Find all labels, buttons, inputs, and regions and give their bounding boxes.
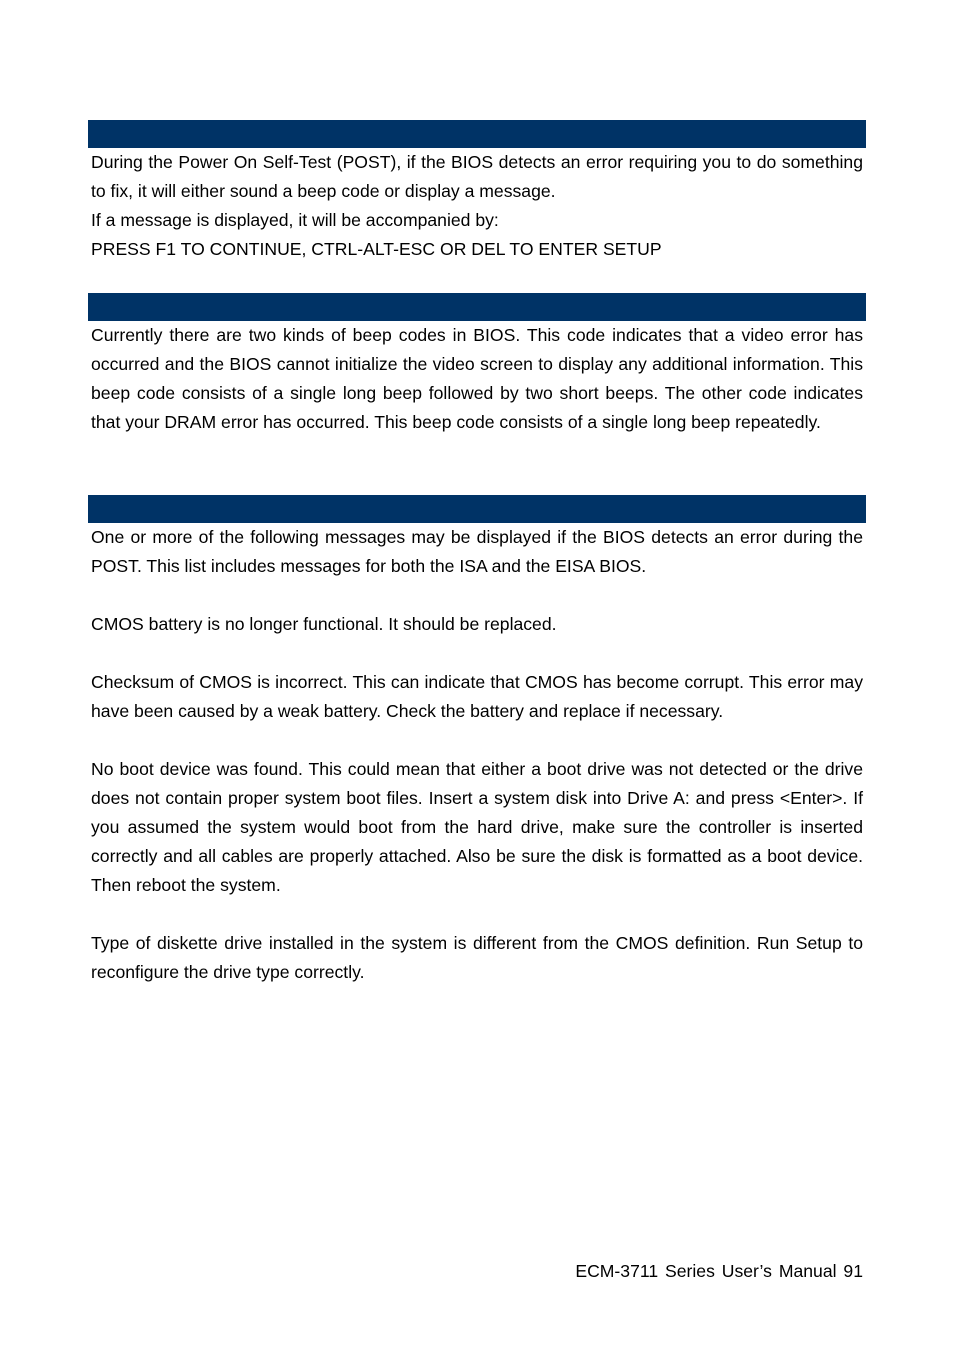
paragraph: CMOS battery is no longer functional. It should be replaced. [91, 614, 557, 634]
section-body [91, 523, 863, 987]
section-body [91, 148, 863, 264]
paragraph: Type of diskette drive installed in the system is different from the CMOS definition. Run Setup to reconfigure the drive type correctly. [91, 933, 863, 982]
section-header-bar [88, 495, 866, 523]
paragraph: Checksum of CMOS is incorrect. This can indicate that CMOS has become corrupt. This error may have been caused by a weak battery. Check the battery and replace if necessary. [91, 672, 863, 721]
section-header-bar [88, 120, 866, 148]
paragraph: During the Power On Self-Test (POST), if the BIOS detects an error requiring you to do something to fix, it will either sound a beep code or display a message. [91, 152, 863, 201]
page-footer: ECM-3711 Series User’s Manual 91 [575, 1261, 863, 1281]
paragraph: No boot device was found. This could mean that either a boot drive was not detected or the drive does not contain proper system boot files. Insert a system disk into Drive A: and press <Enter>. If you assumed the system would boot from the hard drive, make sure the controller is inserted correctly and all cables are properly attached. Also be sure the disk is formatted as a boot device. Then reboot the system. [91, 759, 863, 895]
paragraph: Currently there are two kinds of beep codes in BIOS. This code indicates that a video error has occurred and the BIOS cannot initialize the video screen to display any additional information. This beep code consists of a single long beep followed by two short beeps. The other code indicates that your DRAM error has occurred. This beep code consists of a single long beep repeatedly. [91, 325, 863, 432]
paragraph: One or more of the following messages may be displayed if the BIOS detects an error during the POST. This list includes messages for both the ISA and the EISA BIOS. [91, 527, 863, 576]
paragraph: PRESS F1 TO CONTINUE, CTRL-ALT-ESC OR DEL TO ENTER SETUP [91, 239, 662, 259]
section-header-bar [88, 293, 866, 321]
section-body [91, 321, 863, 437]
paragraph: If a message is displayed, it will be accompanied by: [91, 210, 499, 230]
